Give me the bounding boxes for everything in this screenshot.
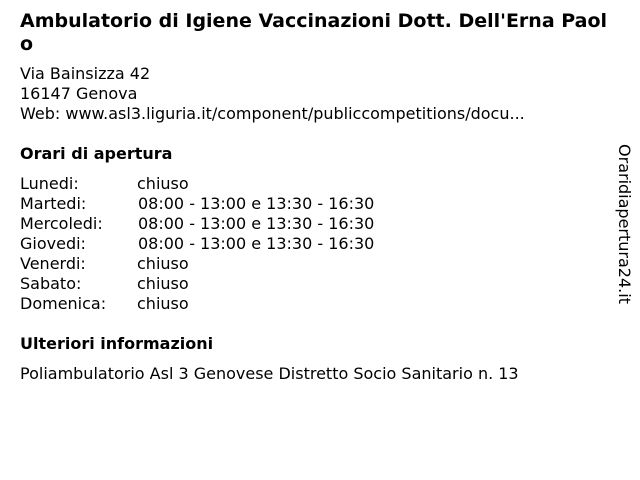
street-address: Via Bainsizza 42 — [20, 64, 151, 83]
opening-hours-table — [20, 174, 450, 314]
hours-row-tuesday — [20, 194, 450, 214]
hours-row-friday — [20, 254, 450, 274]
day-label: Mercoledi: — [20, 214, 103, 233]
hours-row-thursday — [20, 234, 450, 254]
day-label: Lunedi: — [20, 174, 79, 193]
hours-value: 08:00 - 13:00 e 13:30 - 16:30 — [138, 194, 375, 213]
hours-value: chiuso — [137, 294, 189, 313]
hours-value: 08:00 - 13:00 e 13:30 - 16:30 — [138, 234, 375, 253]
more-info-text: Poliambulatorio Asl 3 Genovese Distretto Socio Sanitario n. 13 — [20, 364, 519, 383]
site-watermark — [614, 134, 634, 314]
hours-value: chiuso — [137, 274, 189, 293]
hours-row-sunday — [20, 294, 450, 314]
website-link[interactable]: Web: www.asl3.liguria.it/component/publiccompetitions/docu... — [20, 104, 525, 123]
hours-value: 08:00 - 13:00 e 13:30 - 16:30 — [138, 214, 375, 233]
page-title: Ambulatorio di Igiene Vaccinazioni Dott. Dell'Erna Paolo — [20, 10, 608, 55]
day-label: Martedi: — [20, 194, 87, 213]
hours-row-wednesday — [20, 214, 450, 234]
day-label: Sabato: — [20, 274, 82, 293]
site-name-vertical: Oraridiapertura24.it — [615, 144, 634, 304]
day-label: Domenica: — [20, 294, 107, 313]
hours-value: chiuso — [137, 254, 189, 273]
hours-row-monday — [20, 174, 450, 194]
day-label: Giovedi: — [20, 234, 86, 253]
hours-value: chiuso — [137, 174, 189, 193]
day-label: Venerdi: — [20, 254, 86, 273]
opening-hours-heading: Orari di apertura — [20, 144, 173, 163]
more-info-heading: Ulteriori informazioni — [20, 334, 214, 353]
address-block — [20, 64, 525, 124]
hours-row-saturday — [20, 274, 450, 294]
city-line: 16147 Genova — [20, 84, 138, 103]
